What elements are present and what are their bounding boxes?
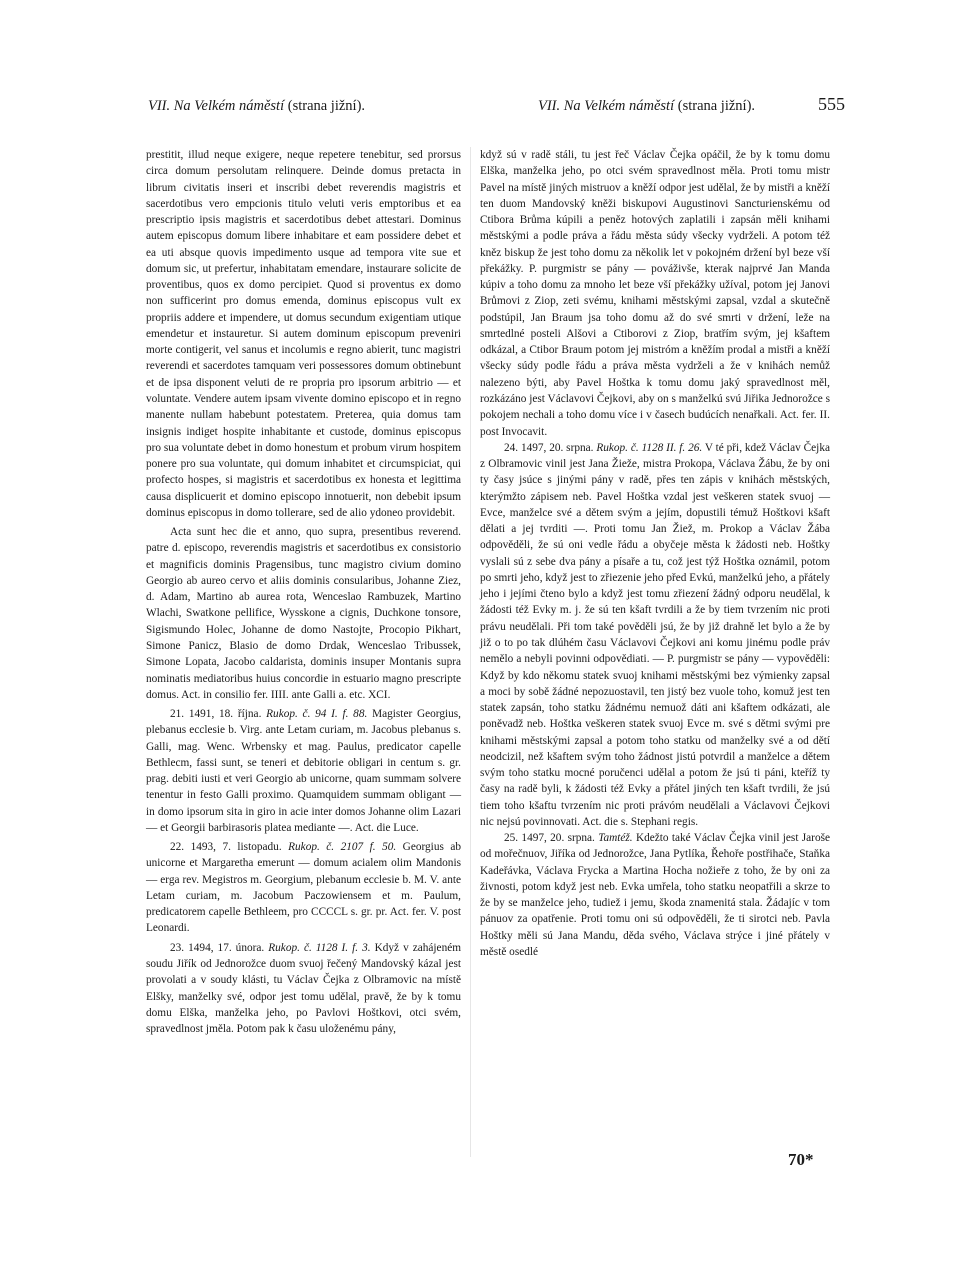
left-running-header (148, 98, 365, 115)
entry-25-ref: Tamtéž. (598, 832, 633, 845)
czech-continuation-text: když sú v radě stáli, tu jest řeč Václav Čejka opáčil, že by k tomu domu Elška, manželka jeho, po otci svém spravedlnost měla. Proti tomu mistr Pavel na místě jiných mistruov a kněží odpor jest udělal, že by mistři a kněží ten duom Mandovský kněži biskupovi Augustinovi Sancturienskému od Ctibora Brůma kúpili a peněz hotových zaplatili i zapsán měli knihami městskými a podle práva a řádu města súdy všecky vydrželi. A potom též kněz biskup že jest toho domu za několik let v pokojném držení byl beze vší překážky. P. purgmistr se pány — pováživše, kterak najprvé Jan Manda kúpiv a toho domu za mnoho let beze vší překážky užíval, potom jej Janovi Brůmovi z Ziop, zeti svému, knihami městskými zapsal, vzdal a skutečně podstúpil, Jan Braum jsa toho domu až do své smrti v držení, leže na smrtedlné posteli Alšovi a Ctiborovi z Ziop, bratřím svým, jej kšaftem odkázal, a Ctibor Braum potom jej mistróm a kněžím prodal a mistři a kněží všecky súdy podle řádu a práva města vydrželi a že v knihách nemůž nalezeno býti, aby Pavel Hoštka k tomu domu jaký spravedlnost měl, rozkázáno jest Václavovi Čejkovi, aby on s manželkú svú Jiřika Jednorožce s pokojem nechali a toho domu více i v časech budúcích nenařkali. Act. fer. II. post Invocavit. (480, 149, 830, 438)
entry-25 (480, 830, 830, 960)
entry-25-text: Kdežto také Václav Čejka vinil jest Jaroše od mořečnuov, Jiříka od Jednorožce, Jana Pytlíka, Řehoře postřihače, Staňka Kadeřávka, Václava Frycka a Martina Hocha nožieře z toho, že by oni za živnosti, potom když jest neb. Evka umřela, toho statku neopatřili a skrze to že by se manželce jeho, tudiež i jemu, škoda znamenitá stala. Žádajíc v tom pánuov za opatřenie. Proti tomu oni sú odpověděli, že ti sirotci neb. Pavla Hoštky měli sú Jana Mandu, děda svého, Václava strýce i jiné přátely v městě osedlé (480, 832, 830, 959)
entry-24-text: V té při, kdež Václav Čejka z Olbramovic vinil jest Jana Žieže, mistra Prokopa, Václava Žábu, že by oni ty časy jsúce s jinými pány v radě, přes ten zápis v knihách městských, kterýmžto zápisem neb. Pavel Hoštka vzdal jest veškeren statek svuoj — Evce, manželce své a dětem svým a jejím, dopustili témuž Hoštkovi kšaft dělati a jej tvrditi —. Proti tomu Jan Žiež, m. Prokop a Václav Žába odpověděli, že sú oni vedle řádu a obyčeje města k žádosti neb. Hoštky vyslali sú z sebe dva pány a písaře a tu, což jest týž Hoštka oznámil, potom po smrti jeho, když jest to zřiezenie jeho před Evkú, manželkú jeho, a přátely jeho i jejími čteno bylo a když jest tomu zřiezení žádný odporu neudělal, k žádosti též Evky m. j. že sú ten kšaft tvrdili a že by tiem tvrzením nic proti právu neudělali. Při tom také pověděli jsú, že by již drahně let bylo a že by již o to po tak dlúhém času Václavovi Čejkovi ani komu jinému podle práv nemělo a nebyli povinni odpovědiati. — P. purgmistr se pány — vypověděli: Když by kdo někomu statek svuoj knihami městskými bez výmienky zapsal a moci by sobě žádné nepozuostavil, ten jistý bez vuole toho, komuž jest ten statek zapsán, toho statku žádnému nemuož dáti ani kšaftem odkázati, ale poněvadž neb. Hoštka veškeren statek svuoj Evce m. své s dětmi svými pre knihami městskými zapsal a potom toho statku od manželky své a od dětí neodcizil, než kšaftem svým toho žádnost jistú potvrdil a manželce a dětem svým toho statku mocné poručenci udělal a potom že jsú ti páni, kteříž ty časy na radě byli, k žádosti též Evky a přátel jiných ten kšaft tvrdili, že jsú tiem toho kšaftu tvrzením nic proti právóm neudělali a Václavovi Čejkovi nic nejsú povinnovati. Act. die s. Stephani regis. (480, 441, 830, 828)
entry-22-text: Georgius ab unicorne et Margaretha emerunt — domum acialem olim Mandonis — erga rev. Megistros m. Georgium, plebanum ecclesie b. M. V. ante Letam curiam, m. Jacobum Paczowiensem et m. Paulum, predicatorem capelle Bethleem, pro CCCCL s. gr. pr. Act. fer. V. post Leonardi. (146, 841, 461, 935)
page-number: 555 (818, 94, 845, 114)
entry-23 (146, 940, 461, 1038)
signature-mark: 70* (788, 1150, 814, 1169)
column-divider (470, 147, 471, 1157)
latin-charter-text: prestitit, illud neque exigere, neque repetere tenebitur, sed prorsus circa domum persolutam relinquere. Deinde domus pretacta in librum civitatis inseri et inscribi debet reverendis magistris et sacerdotibus vero empcionis titulo veluti veris emptoribus et ea prescriptio ipsis magistris et sacerdotibus debet attestari. Dominus autem episcopus domum libere inhabitare et eam possidere debet et ea uti absque quovis impedimento usque ad tempora vite sue et domum sic, ut prefertur, inhabitatam emendare, instaurare solicite de proventibus, quos ex domo percipiet. Quod si proventus ex domo non sufficerint pro domus emenda, dominus episcopus vult ex propriis addere et impendere, ut domus secundum exigentiam utique emendetur et instauretur. Si autem dominum episcopum preveniri morte contigerit, vel sanus et incolumis e regno abierit, tunc magistri reverendi et sacerdotes tamquam veri possessores domum obtinebunt et de ipsa disponent veluti de re propria pro ipsorum arbitrio — et voluntate. Vendere autem ipsam vivente domino episcopo et in regno manente nullam habebunt potestatem. Preterea, quia domus tam insignis indiget hospite inhabitante et custode, dominus episcopus pro sua voluntate debet in domo honestum et probum virum hospitem ponere pro sua voluntate, qui domum inhabitet et circumspiciat, qui profecto hospes, si magistris et sacerdotibus ex honesta et legittima causa displicuerit et domino episcopo innotuerit, non debebit ipsum dominus episcopus in domo tollerare, sed de alio ydoneo providebit. (146, 149, 462, 519)
entry-21-intro: 21. 1491, 18. října. (170, 708, 262, 721)
entry-24-ref: Rukop. č. 1128 II. f. 26. (596, 441, 703, 454)
right-running-header (538, 98, 755, 115)
entry-22 (146, 839, 461, 937)
entry-23-intro: 23. 1494, 17. února. (170, 941, 265, 954)
entry-22-ref: Rukop. č. 2107 f. 50. (288, 841, 397, 854)
left-column (146, 147, 461, 1037)
entry-25-intro: 25. 1497, 20. srpna. (504, 832, 595, 845)
entry-21 (146, 706, 461, 836)
left-header-side: (strana jižní). (287, 98, 366, 114)
right-header-side: (strana jižní). (677, 98, 756, 114)
entry-21-text: Magister Georgius, plebanus ecclesie b. Virg. ante Letam curiam, m. Jacobus plebanus s. Galli, mag. Wenc. Wrbensky et mag. Paulus, predicator capelle Bethlecm, fassi sunt, se teneri et debitorie obligari in centum s. gr. prag. debiti iusti et veri Georgio ab unicorne, quam summam solvere tenentur in festo Galli proximo. Quamquidem summam obligant — in domo ipsorum sita in giro in acie inter domos Johanne olim Lazari — et Georgii barbirasoris platea mediante —. Act. die Luce. (146, 708, 461, 834)
entry-23-text: Když v zahájeném soudu Jiřík od Jednorožce duom svuoj řečený Mandovský kázal jest provolati a v soudy klásti, tu Václav Čejka z Olbramovic na místě Elšky, manželky své, odpor jest tomu udělal, pravě, že by k tomu domu Elška, manželka jeho, po Pavlovi Hoštkovi, otci svém, spravedlnost jměla. Potom pak k času uloženému pány, (146, 941, 462, 1036)
entry-24-intro: 24. 1497, 20. srpna. (504, 441, 594, 454)
right-column (480, 147, 830, 960)
entry-24 (480, 440, 830, 830)
entry-21-ref: Rukop. č. 94 I. f. 88. (266, 708, 368, 721)
entry-23-ref: Rukop. č. 1128 I. f. 3. (268, 941, 371, 954)
left-header-section: VII. Na Velkém náměstí (148, 98, 285, 114)
right-header-section: VII. Na Velkém náměstí (538, 98, 675, 114)
acta-witnesses-paragraph: Acta sunt hec die et anno, quo supra, presentibus reverend. patre d. episcopo, reverendis magistris et sacerdotibus ex consistorio et magnificis dominis Pragensibus, tunc magistro civium domino Georgio ab aureo cervo et aliis dominis consularibus, Johanne Ziez, d. Adam, Martino ab aurea rota, Wenceslao Rambuzek, Martino Wlachi, Swatkone pellifice, Wysskone a cignis, Duchkone tonsore, Sigismundo Holec, Johanne de domo Nastojte, Procopio Pikhart, Simone Panicz, Blasio de domo Drdak, Wenceslao Tribussek, Simone Lopata, Jacobo caldarista, dominis insuper Montanis supra nominatis mediatoribus huius concordie in estuario magno prescripte domus. Act. in consilio fer. IIII. ante Galli a. etc. XCI. (146, 526, 461, 701)
entry-22-intro: 22. 1493, 7. listopadu. (170, 841, 282, 854)
